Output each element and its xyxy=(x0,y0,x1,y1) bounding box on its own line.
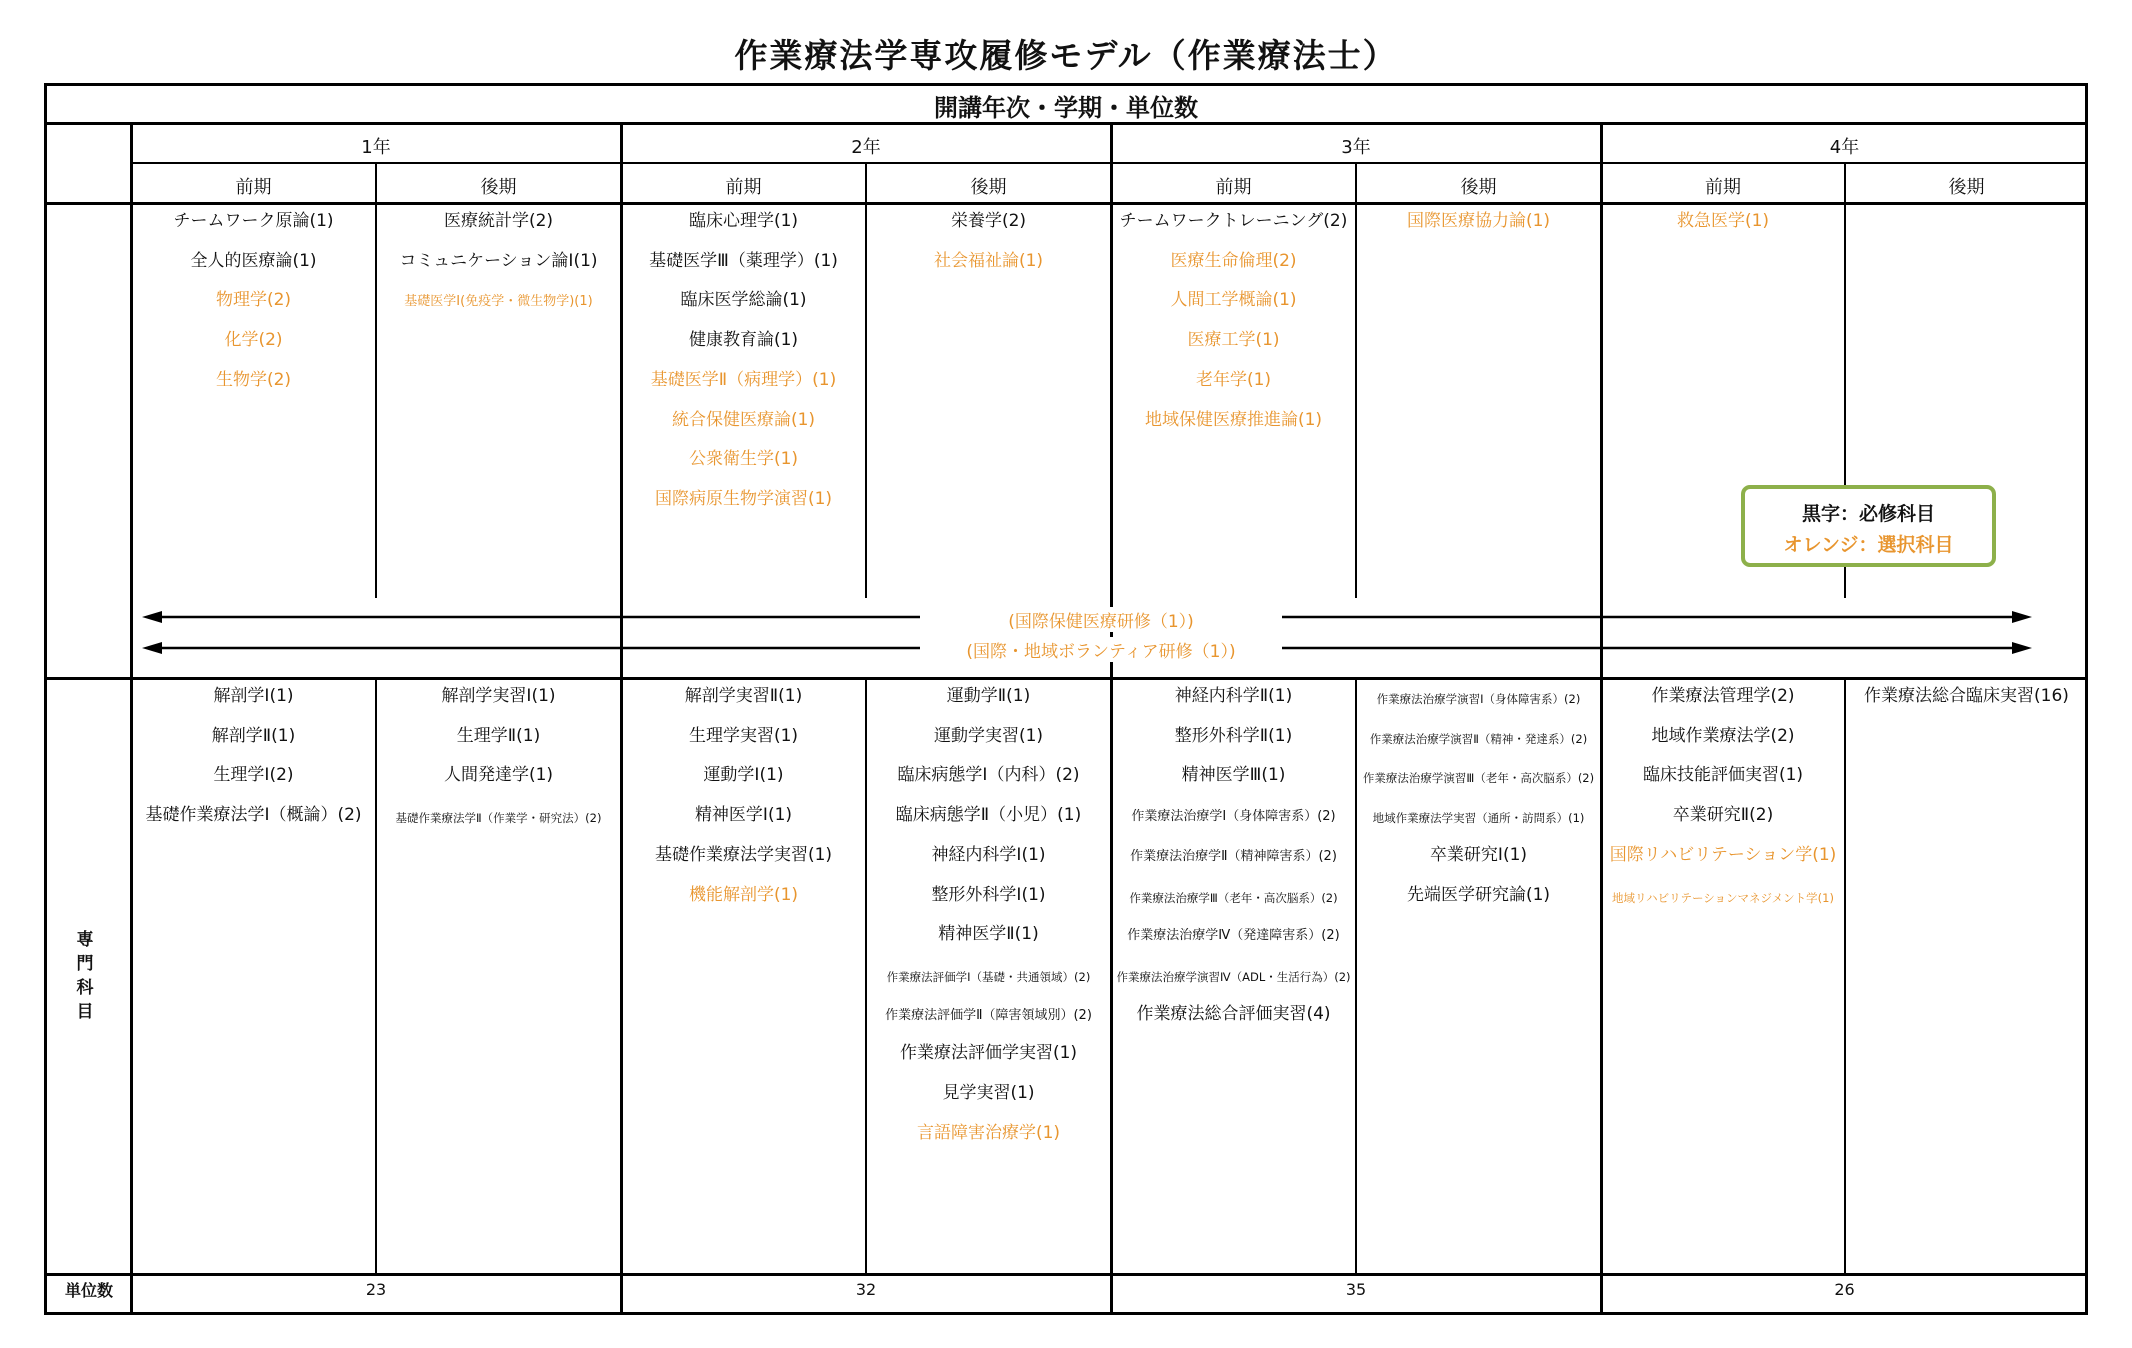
specialized-course: 作業療法治療学Ⅱ（精神障害系）(2) xyxy=(1130,848,1337,864)
specialized-course: 整形外科学Ⅰ(1) xyxy=(931,884,1046,905)
term-header: 前期 xyxy=(235,177,272,198)
general-course: 栄養学(2) xyxy=(950,211,1027,231)
specialized-course: 作業療法治療学Ⅳ（発達障害系）(2) xyxy=(1127,928,1340,944)
specialized-course: 神経内科学Ⅱ(1) xyxy=(1174,686,1293,706)
specialized-course: 地域リハビリテーションマネジメント学(1) xyxy=(1612,890,1834,905)
page-title: 作業療法学専攻履修モデル（作業療法士） xyxy=(734,36,1398,75)
specialized-course: 生理学Ⅰ(2) xyxy=(213,765,294,786)
specialized-course: 運動学Ⅰ(1) xyxy=(703,765,784,786)
specialized-course: 臨床技能評価実習(1) xyxy=(1642,765,1804,786)
term-header: 前期 xyxy=(725,177,762,198)
units-value: 23 xyxy=(365,1280,387,1299)
general-course: 化学(2) xyxy=(224,330,283,351)
specialized-course: 作業療法総合臨床実習(16) xyxy=(1864,686,2069,706)
units-value: 26 xyxy=(1834,1280,1855,1299)
legend-elective: オレンジ：選択科目 xyxy=(1783,534,1954,556)
general-course: 全人的医療論(1) xyxy=(190,250,317,271)
specialized-course: 作業療法管理学(2) xyxy=(1651,686,1795,706)
specialized-course: 生理学Ⅱ(1) xyxy=(456,725,541,746)
table-banner: 開講年次・学期・単位数 xyxy=(934,94,1198,122)
general-course: 統合保健医療論(1) xyxy=(671,409,816,430)
specialized-course: 作業療法評価学Ⅰ（基礎・共通領域）(2) xyxy=(886,969,1091,984)
units-value: 32 xyxy=(855,1280,877,1299)
general-course: 医療生命倫理(2) xyxy=(1170,250,1297,271)
specialized-course: 基礎作業療法学Ⅱ（作業学・研究法）(2) xyxy=(395,811,602,826)
general-course: 国際医療協力論(1) xyxy=(1406,211,1551,231)
specialized-course: 作業療法治療学演習Ⅳ（ADL・生活行為）(2) xyxy=(1116,969,1351,984)
specialized-course: 解剖学実習Ⅱ(1) xyxy=(684,686,803,706)
specialized-label-char: 目 xyxy=(76,1002,94,1022)
general-course: 医療工学(1) xyxy=(1187,330,1280,351)
general-course: 基礎医学Ⅲ（薬理学）(1) xyxy=(649,250,838,271)
specialized-label-char: 科 xyxy=(76,978,94,998)
specialized-course: 国際リハビリテーション学(1) xyxy=(1609,844,1837,865)
specialized-course: 先端医学研究論(1) xyxy=(1406,884,1551,905)
specialized-course: 解剖学Ⅱ(1) xyxy=(211,725,296,746)
specialized-course: 基礎作業療法学実習(1) xyxy=(654,844,833,865)
term-header: 前期 xyxy=(1705,177,1741,198)
specialized-course: 運動学Ⅱ(1) xyxy=(946,686,1031,706)
spanning-course-1: (国際保健医療研修（1）) xyxy=(920,607,1282,632)
general-course: 臨床医学総論(1) xyxy=(680,290,807,311)
general-course: 救急医学(1) xyxy=(1676,211,1770,231)
general-course: 国際病原生物学演習(1) xyxy=(654,488,833,509)
general-course: 地域保健医療推進論(1) xyxy=(1144,409,1323,430)
specialized-course: 言語障害治療学(1) xyxy=(916,1122,1061,1143)
specialized-course: 臨床病態学Ⅱ（小児）(1) xyxy=(895,805,1082,826)
specialized-course: 見学実習(1) xyxy=(942,1083,1035,1103)
specialized-course: 地域作業療法学実習（通所・訪問系）(1) xyxy=(1372,811,1585,826)
general-course: 社会福祉論(1) xyxy=(933,250,1044,271)
specialized-course: 臨床病態学Ⅰ（内科）(2) xyxy=(897,765,1080,786)
legend-required: 黒字：必修科目 xyxy=(1801,503,1935,525)
specialized-course: 精神医学Ⅱ(1) xyxy=(938,924,1039,945)
general-course: 健康教育論(1) xyxy=(688,330,799,351)
specialized-label-char: 専 xyxy=(76,930,94,950)
general-course: 公衆衛生学(1) xyxy=(688,449,799,470)
specialized-course: 卒業研究Ⅰ(1) xyxy=(1429,844,1528,865)
general-course: 老年学(1) xyxy=(1195,369,1272,390)
general-course: 臨床心理学(1) xyxy=(688,211,799,231)
year-header: 3年 xyxy=(1341,137,1371,158)
specialized-course: 作業療法治療学演習Ⅱ（精神・発達系）(2) xyxy=(1369,731,1588,746)
arrow-right-head xyxy=(2012,642,2032,654)
specialized-course: 作業療法治療学演習Ⅲ（老年・高次脳系）(2) xyxy=(1362,771,1595,786)
specialized-course: 卒業研究Ⅱ(2) xyxy=(1672,805,1774,826)
specialized-course: 解剖学Ⅰ(1) xyxy=(213,686,294,706)
general-course: 物理学(2) xyxy=(215,290,292,311)
specialized-course: 機能解剖学(1) xyxy=(688,884,799,905)
specialized-label xyxy=(70,928,100,1024)
specialized-course: 作業療法治療学演習Ⅰ（身体障害系）(2) xyxy=(1376,692,1581,706)
specialized-course: 精神医学Ⅲ(1) xyxy=(1181,765,1286,786)
specialized-course: 人間発達学(1) xyxy=(443,765,554,786)
arrow-right-head xyxy=(2012,611,2032,623)
specialized-course: 基礎作業療法学Ⅰ（概論）(2) xyxy=(145,805,362,826)
specialized-course: 作業療法総合評価実習(4) xyxy=(1136,1003,1331,1024)
general-course: 医療統計学(2) xyxy=(443,211,554,231)
term-header: 後期 xyxy=(480,177,517,198)
general-course: 基礎医学Ⅱ（病理学）(1) xyxy=(650,369,837,390)
specialized-course: 地域作業療法学(2) xyxy=(1651,725,1795,746)
year-header: 4年 xyxy=(1829,137,1860,158)
specialized-course: 精神医学Ⅰ(1) xyxy=(694,805,793,826)
general-course: 生物学(2) xyxy=(215,369,292,390)
year-header: 1年 xyxy=(361,137,391,158)
general-course: チームワーク原論(1) xyxy=(173,211,334,231)
specialized-course: 神経内科学Ⅰ(1) xyxy=(931,844,1046,865)
specialized-course: 作業療法評価学Ⅱ（障害領域別）(2) xyxy=(885,1007,1092,1023)
term-header: 前期 xyxy=(1215,177,1252,198)
general-course: コミュニケーション論Ⅰ(1) xyxy=(399,250,598,271)
units-value: 35 xyxy=(1345,1280,1367,1299)
specialized-label-char: 門 xyxy=(76,954,94,974)
term-header: 後期 xyxy=(970,177,1007,198)
general-course: 基礎医学Ⅰ(免疫学・微生物学)(1) xyxy=(404,294,593,310)
general-course: チームワークトレーニング(2) xyxy=(1119,211,1348,231)
specialized-course: 生理学実習(1) xyxy=(688,725,799,746)
specialized-course: 運動学実習(1) xyxy=(933,725,1044,746)
arrow-left-head xyxy=(142,642,162,654)
specialized-course: 作業療法評価学実習(1) xyxy=(899,1043,1078,1064)
arrow-left-head xyxy=(142,611,162,623)
term-header: 後期 xyxy=(1948,177,1985,198)
general-course: 人間工学概論(1) xyxy=(1170,290,1297,311)
specialized-course: 作業療法治療学Ⅰ（身体障害系）(2) xyxy=(1131,809,1336,825)
year-header: 2年 xyxy=(851,137,881,158)
specialized-course: 解剖学実習Ⅰ(1) xyxy=(441,686,556,706)
term-header: 後期 xyxy=(1460,177,1497,198)
specialized-course: 作業療法治療学Ⅲ（老年・高次脳系）(2) xyxy=(1129,890,1338,905)
units-label: 単位数 xyxy=(64,1281,113,1300)
specialized-course: 整形外科学Ⅱ(1) xyxy=(1174,725,1293,746)
spanning-course-2: (国際・地域ボランティア研修（1）) xyxy=(920,637,1282,662)
